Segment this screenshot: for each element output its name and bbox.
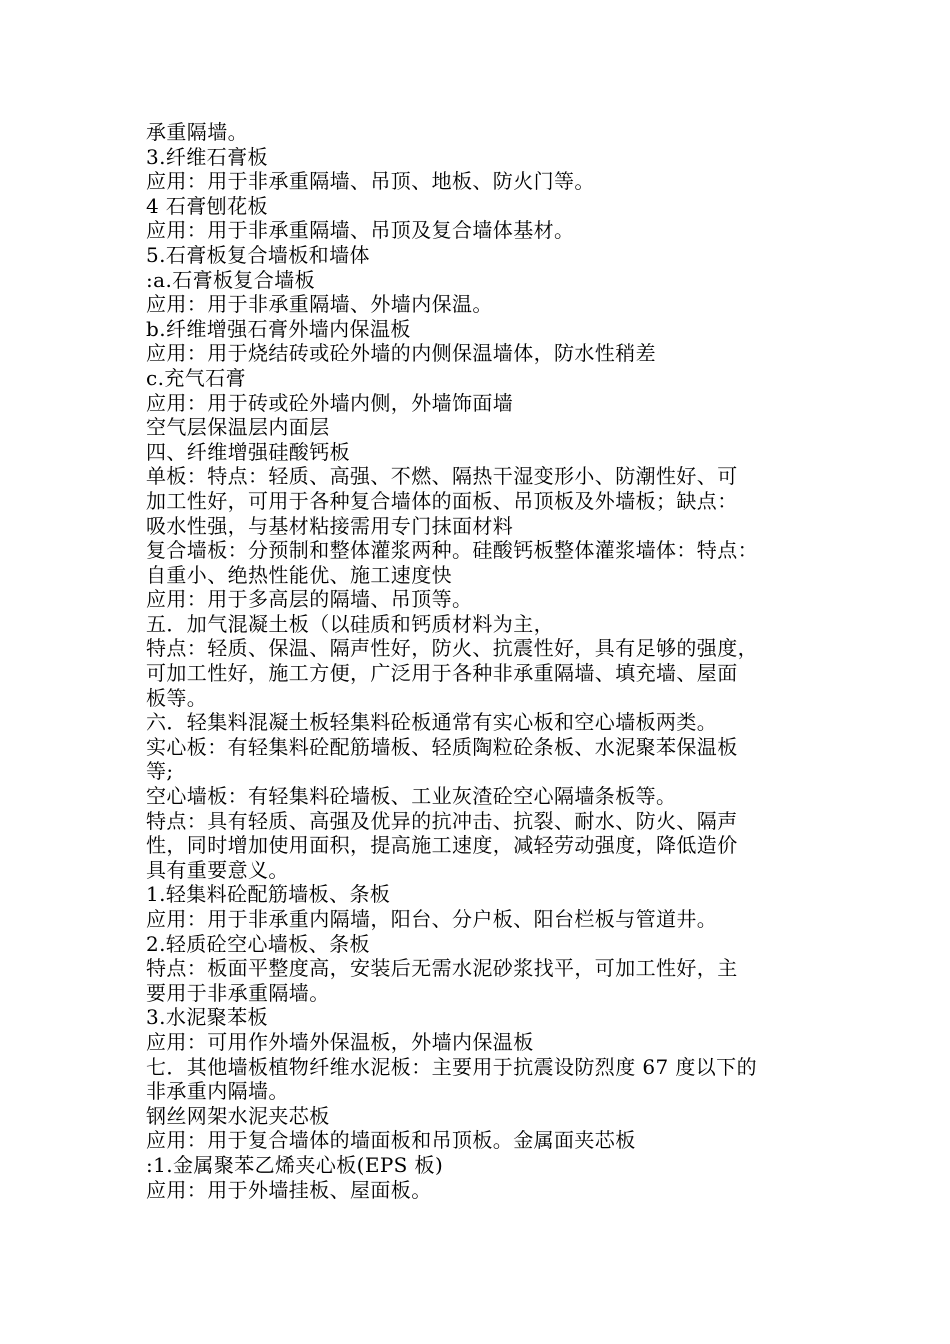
text-line: 空气层保温层内面层 xyxy=(146,415,330,440)
text-line: 应用：用于非承重隔墙、吊顶、地板、防火门等。 xyxy=(146,169,595,194)
text-line: 七．其他墙板植物纤维水泥板：主要用于抗震设防烈度 67 度以下的 xyxy=(146,1054,757,1079)
text-line: 空心墙板：有轻集料砼墙板、工业灰渣砼空心隔墙条板等。 xyxy=(146,784,677,809)
text-line: 特点：板面平整度高，安装后无需水泥砂浆找平，可加工性好，主 xyxy=(146,956,738,981)
text-line: 吸水性强，与基材粘接需用专门抹面材料 xyxy=(146,513,514,538)
document-body xyxy=(146,120,836,1202)
text-line: 四、纤维增强硅酸钙板 xyxy=(146,439,350,464)
text-line: 性，同时增加使用面积，提高施工速度，减轻劳动强度，降低造价 xyxy=(146,833,738,858)
text-line: 承重隔墙。 xyxy=(146,120,248,144)
text-line: 加工性好，可用于各种复合墙体的面板、吊顶板及外墙板；缺点： xyxy=(146,488,738,513)
text-line: 3.水泥聚苯板 xyxy=(146,1005,268,1030)
text-line: 板等。 xyxy=(146,685,208,710)
text-line: 3.纤维石膏板 xyxy=(146,144,268,169)
text-line: 六．轻集料混凝土板轻集料砼板通常有实心板和空心墙板两类。 xyxy=(146,710,718,735)
text-line: c.充气石膏 xyxy=(146,365,246,390)
text-line: 应用：用于非承重隔墙、外墙内保温。 xyxy=(146,292,493,317)
text-line: 应用：可用作外墙外保温板，外墙内保温板 xyxy=(146,1029,534,1054)
text-line: 实心板：有轻集料砼配筋墙板、轻质陶粒砼条板、水泥聚苯保温板 xyxy=(146,734,738,759)
text-line: :1.金属聚苯乙烯夹心板(EPS 板) xyxy=(146,1152,444,1177)
text-line: 5.石膏板复合墙板和墙体 xyxy=(146,242,370,267)
text-line: 自重小、绝热性能优、施工速度快 xyxy=(146,562,452,587)
text-line: 可加工性好，施工方便，广泛用于各种非承重隔墙、填充墙、屋面 xyxy=(146,661,738,686)
text-line: 应用：用于非承重隔墙、吊顶及复合墙体基材。 xyxy=(146,218,575,243)
text-line: 应用：用于复合墙体的墙面板和吊顶板。金属面夹芯板 xyxy=(146,1128,636,1153)
text-line: 非承重内隔墙。 xyxy=(146,1079,289,1104)
text-line: 特点：具有轻质、高强及优异的抗冲击、抗裂、耐水、防火、隔声 xyxy=(146,808,738,833)
text-line: 特点：轻质、保温、隔声性好，防火、抗震性好，具有足够的强度， xyxy=(146,636,758,661)
text-line: 单板：特点：轻质、高强、不燃、隔热干湿变形小、防潮性好、可 xyxy=(146,464,738,489)
text-line: 应用：用于外墙挂板、屋面板。 xyxy=(146,1177,432,1202)
text-line: 钢丝网架水泥夹芯板 xyxy=(146,1103,330,1128)
text-line: 应用：用于砖或砼外墙内侧，外墙饰面墙 xyxy=(146,390,514,415)
text-line: 应用：用于烧结砖或砼外墙的内侧保温墙体，防水性稍差 xyxy=(146,341,656,366)
text-line: 具有重要意义。 xyxy=(146,857,289,882)
text-line: 4 石膏刨花板 xyxy=(146,193,268,218)
text-line: 应用：用于多高层的隔墙、吊顶等。 xyxy=(146,587,473,612)
text-line: 五．加气混凝土板（以硅质和钙质材料为主， xyxy=(146,611,554,636)
text-line: 复合墙板：分预制和整体灌浆两种。硅酸钙板整体灌浆墙体：特点： xyxy=(146,538,758,563)
text-line: 应用：用于非承重内隔墙，阳台、分户板、阳台栏板与管道井。 xyxy=(146,907,718,931)
text-line: 要用于非承重隔墙。 xyxy=(146,980,330,1005)
text-line: 1.轻集料砼配筋墙板、条板 xyxy=(146,882,391,907)
text-line: 等; xyxy=(146,759,174,784)
text-line: :a.石膏板复合墙板 xyxy=(146,267,316,292)
text-line: 2.轻质砼空心墙板、条板 xyxy=(146,931,370,956)
text-line: b.纤维增强石膏外墙内保温板 xyxy=(146,316,411,341)
